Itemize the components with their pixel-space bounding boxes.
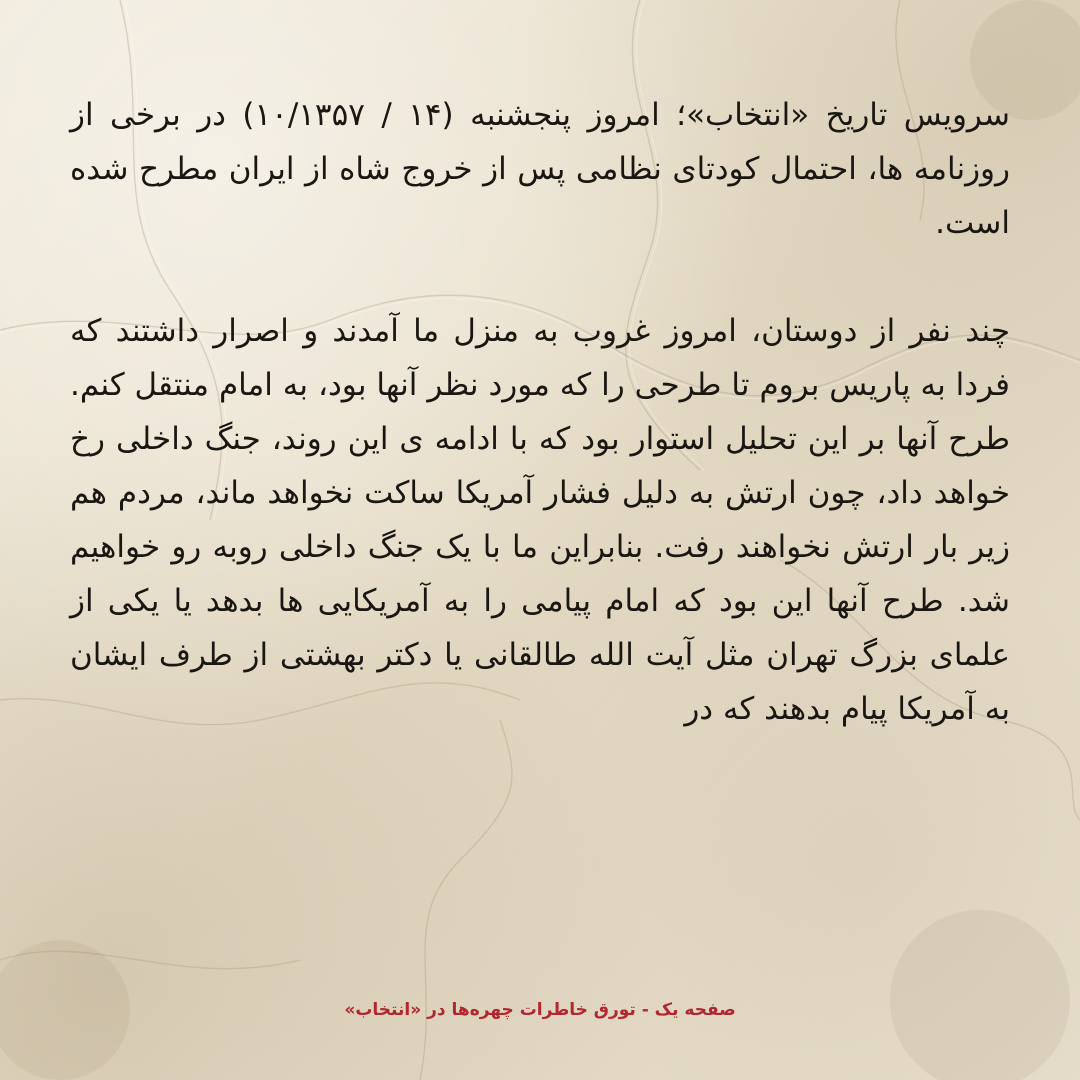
article-body [70,88,1010,736]
paragraph-spacer [70,250,1010,304]
page-footer-caption: صفحه یک - تورق خاطرات چهره‌ها در «انتخاب» [344,1000,736,1020]
paragraph-intro: سرویس تاریخ «انتخاب»؛ امروز پنجشنبه (۱۴ / ۱۰/۱۳۵۷) در برخی از روزنامه ها، احتمال کودتای نظامی پس از خروج شاه از ایران مطرح شده است. [70,97,1011,241]
paragraph-memoir: چند نفر از دوستان، امروز غروب به منزل ما آمدند و اصرار داشتند که فردا به پاریس بروم تا طرحی را که مورد نظر آنها بود، به امام منتقل کنم. طرح آنها بر این تحلیل استوار بود که با ادامه ی این روند، جنگ داخلی رخ خواهد داد، چون ارتش به دلیل فشار آمریکا ساکت نخواهد ماند، مردم هم زیر بار ارتش نخواهند رفت. بنابراین ما با یک جنگ داخلی روبه رو خواهیم شد. طرح آنها این بود که امام پیامی را به آمریکایی ها بدهد یا یکی از علمای بزرگ تهران مثل آیت الله طالقانی یا دکتر بهشتی از طرف ایشان به آمریکا پیام بدهند که در [70,313,1010,727]
